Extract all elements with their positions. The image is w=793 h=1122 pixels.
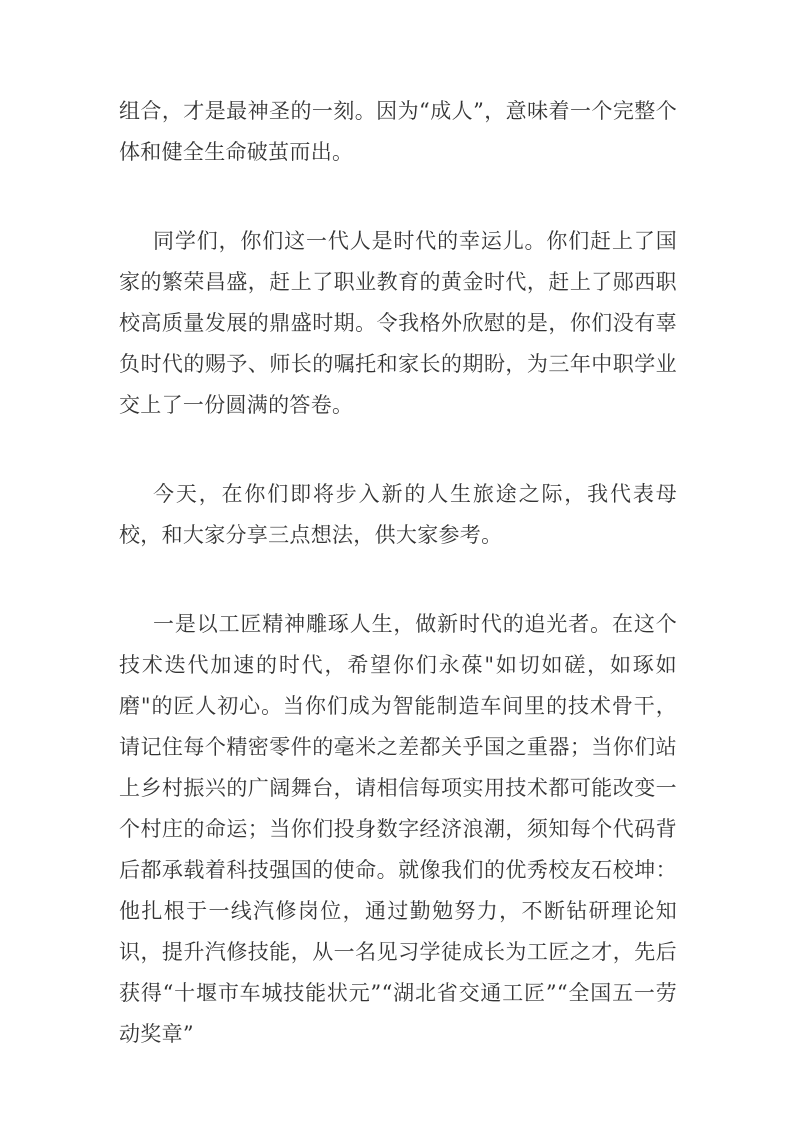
- document-body-text: [119, 91, 677, 1055]
- paragraph-fortunate-generation: 同学们，你们这一代人是时代的幸运儿。你们赶上了国家的繁荣昌盛，赶上了职业教育的黄金时代，赶上了郧西职校高质量发展的鼎盛时期。令我格外欣慰的是，你们没有辜负时代的赐予、师长的嘱托和家长的期盼，为三年中职学业交上了一份圆满的答卷。: [119, 229, 677, 417]
- paragraph-three-thoughts-intro: 今天，在你们即将步入新的人生旅途之际，我代表母校，和大家分享三点想法，供大家参考。: [119, 482, 677, 547]
- paragraph-craftsman-spirit: 一是以工匠精神雕琢人生，做新时代的追光者。在这个技术迭代加速的时代，希望你们永葆"如切如磋，如琢如磨"的匠人初心。当你们成为智能制造车间里的技术骨干，请记住每个精密零件的毫米之差都关乎国之重器；当你们站上乡村振兴的广阔舞台，请相信每项实用技术都可能改变一个村庄的命运；当你们投身数字经济浪潮，须知每个代码背后都承载着科技强国的使命。就像我们的优秀校友石校坤：他扎根于一线汽修岗位，通过勤勉努力，不断钻研理论知识，提升汽修技能，从一名见习学徒成长为工匠之才，先后获得“十堰市车城技能状元”“湖北省交通工匠”“全国五一劳动奖章”: [119, 612, 677, 1046]
- paragraph-continuation: 组合，才是最神圣的一刻。因为“成人”，意味着一个完整个体和健全生命破茧而出。: [119, 99, 677, 164]
